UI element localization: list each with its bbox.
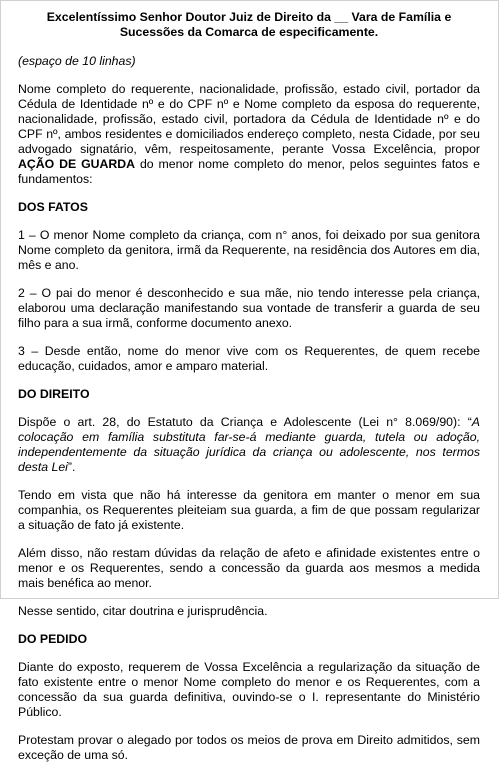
action-title: AÇÃO DE GUARDA xyxy=(18,157,136,171)
fatos-paragraph-1: 1 – O menor Nome completo da criança, com n° anos, foi deixado por sua genitora Nome completo da genitora, irmã da Requerente, na residência dos Autores em dia, mês e ano. xyxy=(18,228,480,272)
intro-text-start: Nome completo do requerente, nacionalidade, profissão, estado civil, portador da Cédula de Identidade nº e do CPF nº e Nome completo da esposa do requerente, nacionalidade, profissão, estado civil, portadora da Cédula de Identidade nº e do CPF nº, ambos residentes e domiciliados endereço completo, nesta Cidade, por seu advogado signatário, vêm, respeitosamente, perante Vossa Excelência, propor xyxy=(18,82,480,156)
direito-paragraph-3: Nesse sentido, citar doutrina e jurisprudência. xyxy=(18,604,268,618)
citation-quote: A colocação em família substituta far-se-á mediante guarda, tutela ou adoção, independentemente da situação jurídica da criança ou adolescente, nos termos desta Lei xyxy=(18,415,480,474)
direito-citation-paragraph xyxy=(18,415,480,475)
intro-paragraph xyxy=(18,82,480,187)
direito-paragraph-2: Além disso, não restam dúvidas da relação de afeto e afinidade existentes entre o menor e os Requerentes, sendo a concessão da guarda aos mesmos a medida mais benéfica ao menor. xyxy=(18,546,480,590)
fatos-paragraph-2: 2 – O pai do menor é desconhecido e sua mãe, nio tendo interesse pela criança, elaborou uma declaração manifestando sua vontade de transferir a guarda de seu filho para a sua irmã, conforme documento anexo. xyxy=(18,286,480,330)
document-body xyxy=(18,10,480,776)
direito-paragraph-1: Tendo em vista que não há interesse da genitora em manter o menor em sua companhia, os Requerentes pleiteiam sua guarda, a fim de que possam regularizar a situação de fato já existente. xyxy=(18,488,480,532)
document-title: Excelentíssimo Senhor Doutor Juiz de Direito da __ Vara de Família e Sucessões da Comarca de especificamente. xyxy=(46,10,452,39)
citation-prefix: Dispõe o art. 28, do Estatuto da Criança e Adolescente (Lei n° 8.069/90): “ xyxy=(18,415,472,429)
citation-suffix: ”. xyxy=(67,460,76,474)
fatos-paragraph-3: 3 – Desde então, nome do menor vive com os Requerentes, de quem recebe educação, cuidados, amor e amparo material. xyxy=(18,344,480,373)
pedido-paragraph-2: Protestam provar o alegado por todos os meios de prova em Direito admitidos, sem exceção de uma só. xyxy=(18,733,480,762)
intro-text-end: do menor nome completo do menor, pelos seguintes fatos e fundamentos: xyxy=(18,157,480,186)
section-heading-do-pedido: DO PEDIDO xyxy=(18,632,88,646)
section-heading-do-direito: DO DIREITO xyxy=(18,387,90,401)
pedido-paragraph-1: Diante do exposto, requerem de Vossa Excelência a regularização da situação de fato existente entre o menor Nome completo do menor e os Requerentes, com a concessão da sua guarda definitiva, ouvindo-se o I. representante do Ministério Público. xyxy=(18,660,480,719)
spacing-note: (espaço de 10 linhas) xyxy=(18,54,136,68)
section-heading-dos-fatos: DOS FATOS xyxy=(18,200,88,214)
